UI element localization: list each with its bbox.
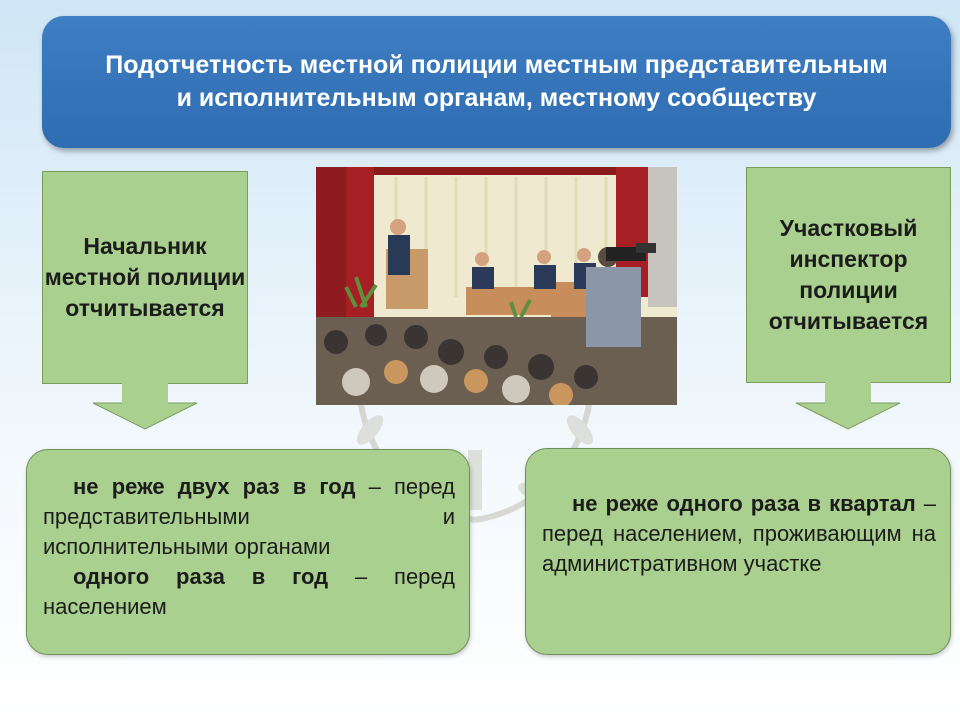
right-info-text-1: – перед населением, проживающим на административном участке: [542, 491, 937, 576]
right-info-bold-1: не реже одного раза в квартал: [572, 491, 916, 516]
right-info-box: [525, 448, 951, 655]
title-banner: [42, 16, 951, 148]
left-info-text-2: – перед населением: [43, 564, 456, 619]
left-info-box: [26, 449, 470, 655]
right-down-arrow: [795, 379, 901, 430]
left-info-text-1: – перед представительными и исполнительными органами: [43, 474, 455, 559]
right-heading-box: [746, 167, 951, 383]
meeting-photo: [316, 167, 677, 405]
right-info-line-1: [542, 489, 936, 579]
left-down-arrow: [92, 380, 198, 430]
left-info-bold-1: не реже двух раз в год: [73, 474, 356, 499]
left-heading-box: [42, 171, 248, 384]
left-heading: Начальник местной полиции отчитывается: [44, 233, 246, 321]
right-heading: Участковый инспектор полиции отчитывается: [768, 215, 929, 334]
left-info-line-1: [43, 472, 455, 562]
slide-title: Подотчетность местной полиции местным представительным и исполнительным органам, местному сообществу: [105, 51, 888, 112]
left-info-line-2: [43, 562, 455, 622]
left-info-bold-2: одного раза в год: [73, 564, 329, 589]
